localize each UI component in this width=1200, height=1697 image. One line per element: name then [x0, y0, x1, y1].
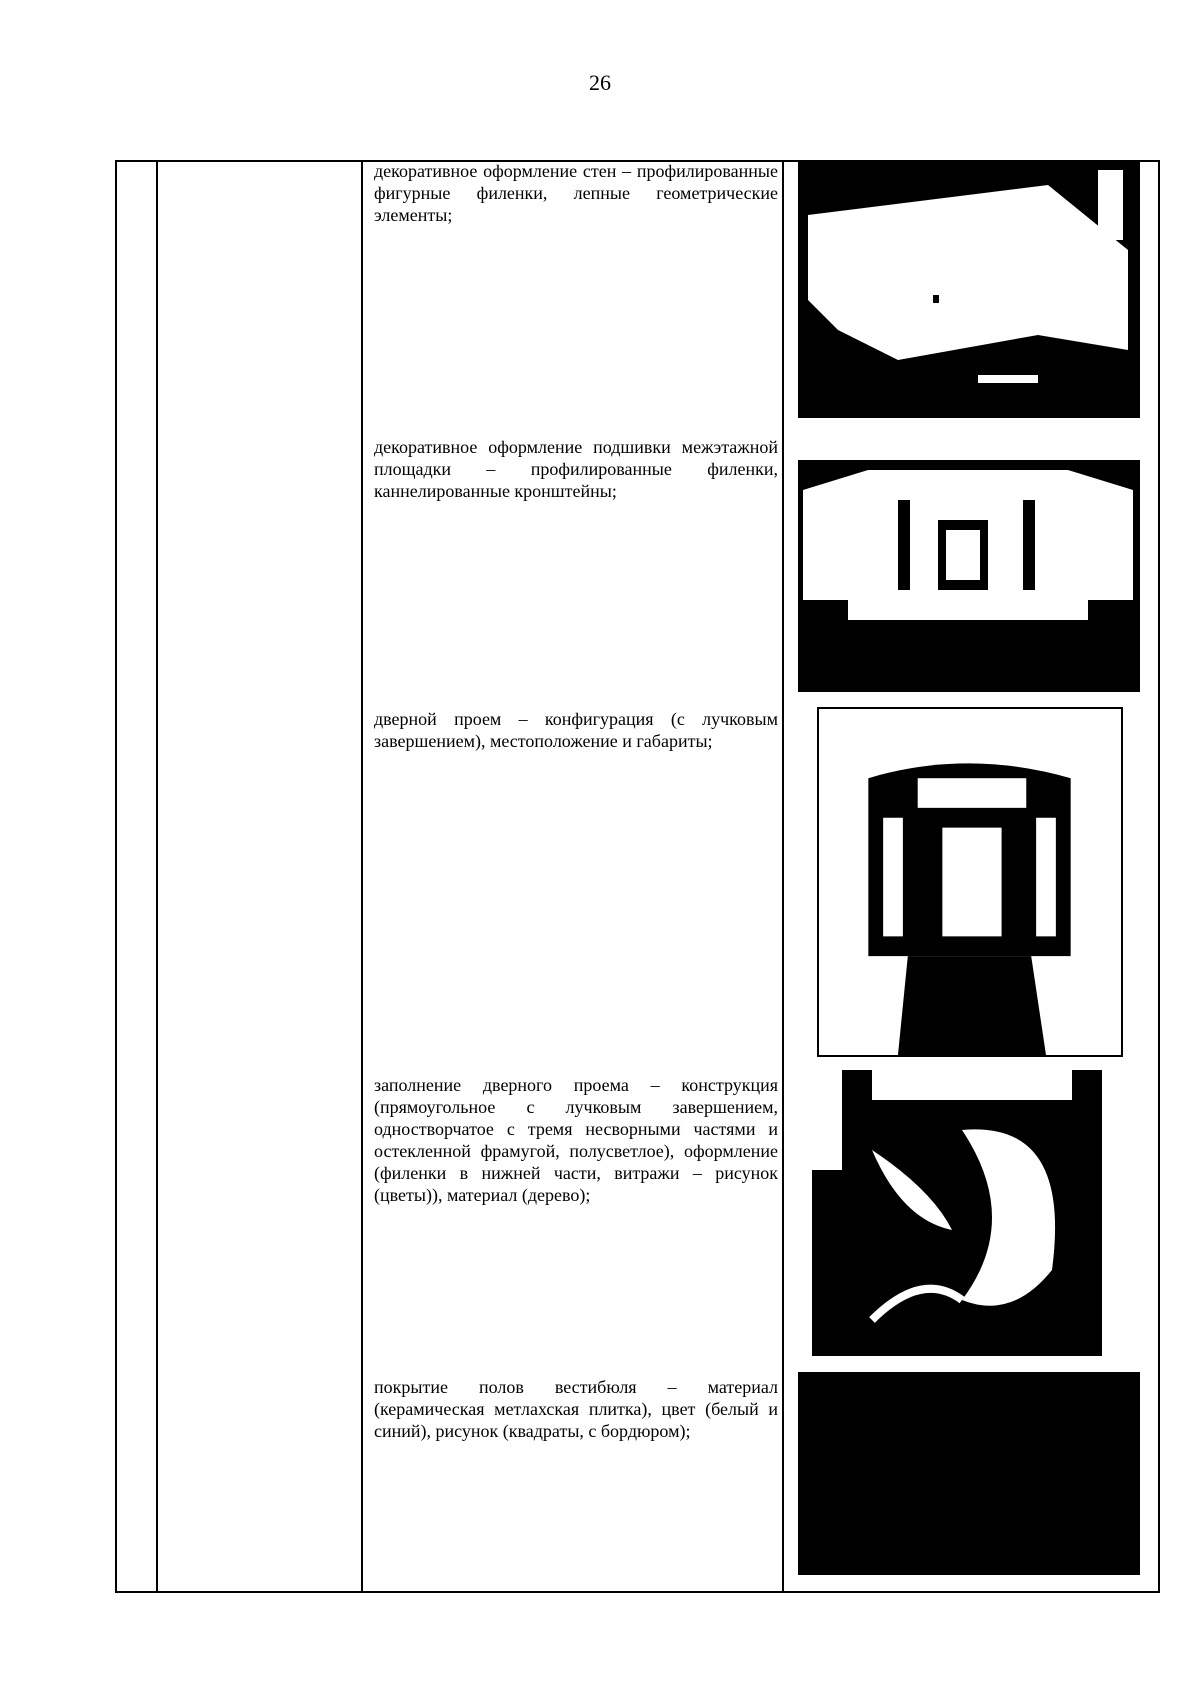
row-4-description: заполнение дверного проема – конструкция (прямоугольное с лучковым завершением, одностворчатое с тремя несворными частями и остекленной фрамугой, полусветлое), оформление (филенки в нижней части, витражи – рисунок (цветы)), материал (дерево);	[374, 1075, 778, 1205]
photo-landing-ceiling	[798, 460, 1140, 692]
table-right-border	[1158, 160, 1160, 1593]
table-column-divider-3	[782, 160, 784, 1593]
page-number: 26	[589, 70, 611, 95]
row-5-description: покрытие полов вестибюля – материал (керамическая метлахская плитка), цвет (белый и синий), рисунок (квадраты, с бордюром);	[374, 1377, 778, 1441]
photo-floor-tiles	[798, 1372, 1140, 1575]
table-column-divider-2	[361, 160, 363, 1593]
row-3-description: дверной проем – конфигурация (с лучковым завершением), местоположение и габариты;	[374, 709, 778, 751]
table-column-divider-1	[156, 160, 158, 1593]
table-bottom-border	[115, 1591, 1160, 1593]
photo-wall-decor	[798, 160, 1140, 418]
photo-stained-glass	[812, 1070, 1128, 1356]
table-left-border	[115, 160, 117, 1593]
photo-doorway	[817, 707, 1123, 1057]
row-2-description: декоративное оформление подшивки межэтажной площадки – профилированные филенки, каннелированные кронштейны;	[374, 437, 778, 501]
row-1-description: декоративное оформление стен – профилированные фигурные филенки, лепные геометрические элементы;	[374, 161, 778, 225]
